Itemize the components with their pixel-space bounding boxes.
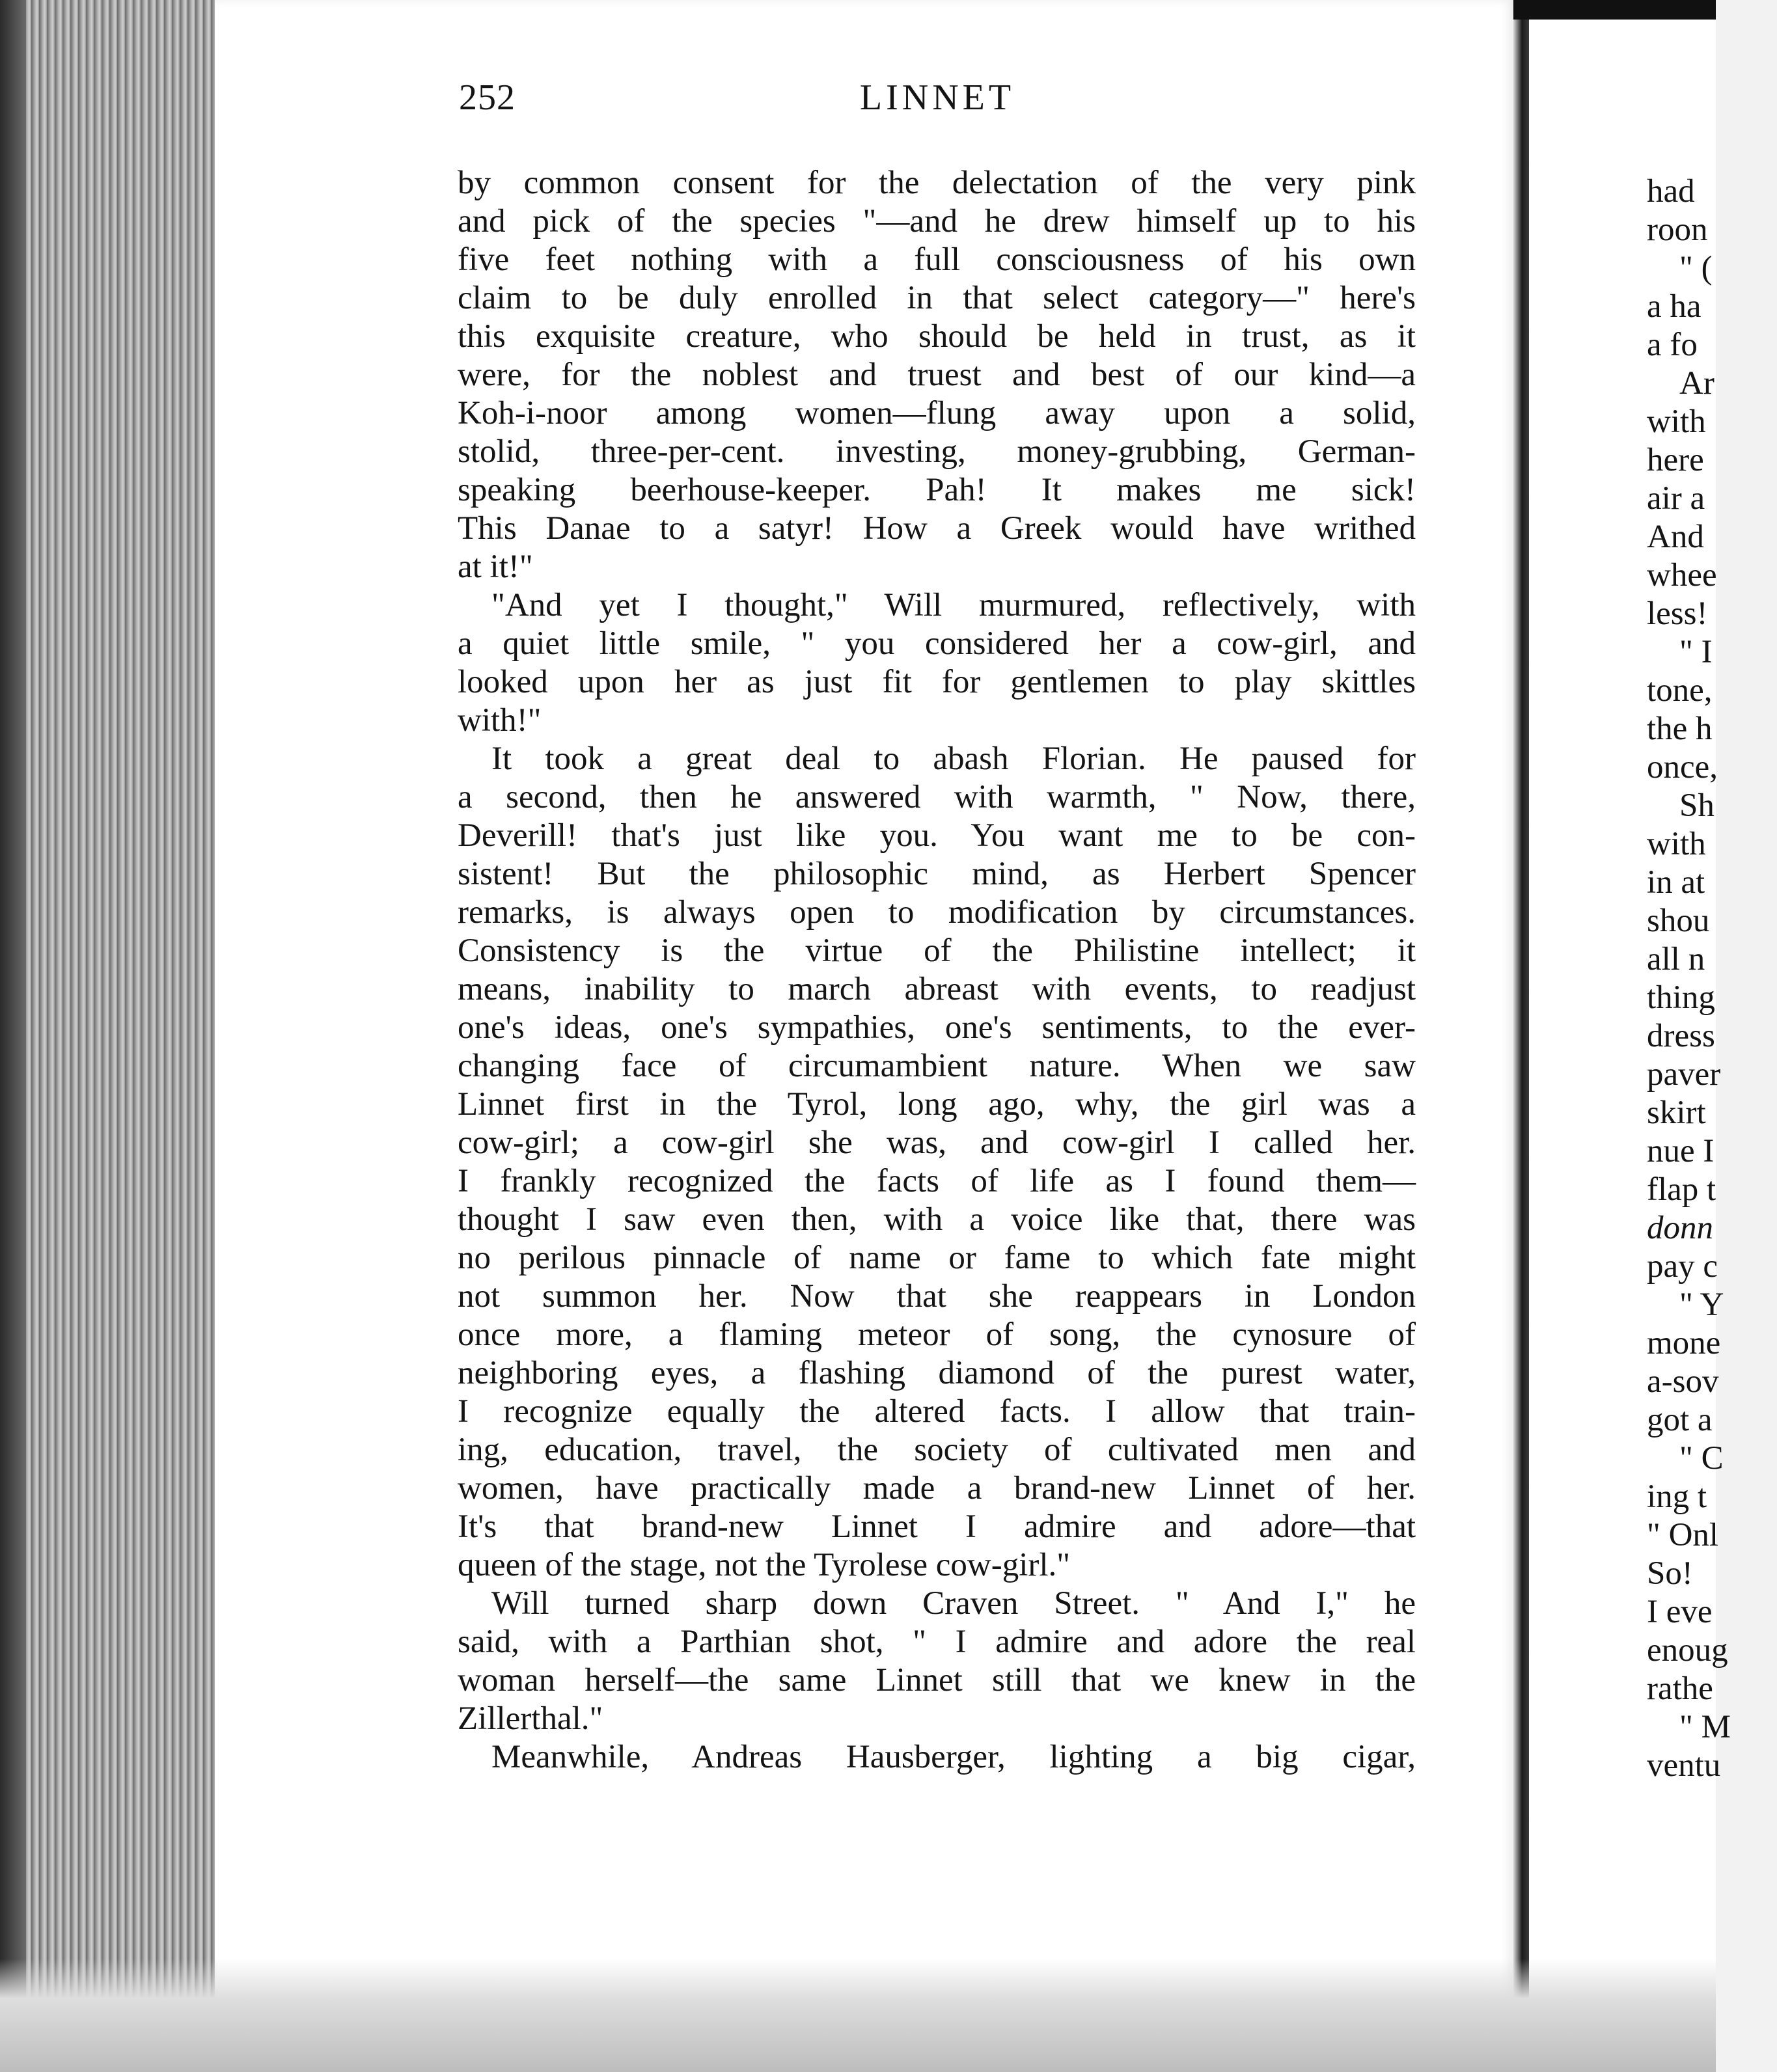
right-page-fragment: less!: [1647, 595, 1708, 632]
right-page-fragment: " I: [1679, 634, 1713, 670]
right-page-fragment: a fo: [1647, 327, 1698, 363]
text-line: and pick of the species "—and he drew himself up to his: [458, 203, 1416, 239]
text-line: Zillerthal.": [458, 1700, 603, 1737]
right-page-fragment: a ha: [1647, 288, 1701, 325]
right-page-fragment: had: [1647, 173, 1695, 210]
right-page-fragment: a-sov: [1647, 1363, 1719, 1400]
right-page-fragment: rathe: [1647, 1670, 1713, 1707]
text-line: at it!": [458, 549, 533, 585]
text-line: sistent! But the philosophic mind, as Herbert Spencer: [458, 856, 1416, 892]
text-line: Consistency is the virtue of the Philistine intellect; it: [458, 933, 1416, 969]
text-line: ing, education, travel, the society of cultivated men and: [458, 1432, 1416, 1468]
text-line: once more, a flaming meteor of song, the cynosure of: [458, 1316, 1416, 1353]
running-head: [459, 77, 1416, 135]
right-page-fragment: mone: [1647, 1325, 1721, 1361]
right-page-fragment: once,: [1647, 749, 1718, 785]
text-line: neighboring eyes, a flashing diamond of the purest water,: [458, 1355, 1416, 1391]
right-page-fragment: donn: [1647, 1210, 1713, 1246]
text-line: said, with a Parthian shot, " I admire and adore the real: [458, 1624, 1416, 1660]
text-line: no perilous pinnacle of name or fame to which fate might: [458, 1240, 1416, 1276]
right-page-fragment: Sh: [1679, 787, 1715, 824]
text-line: five feet nothing with a full consciousness of his own: [458, 241, 1416, 278]
right-page-fragment: " M: [1679, 1709, 1731, 1745]
text-line: a second, then he answered with warmth, " Now, there,: [458, 779, 1416, 815]
page-number: 252: [459, 77, 516, 118]
right-page-fragment: air a: [1647, 480, 1705, 517]
text-line: a quiet little smile, " you considered her a cow-girl, and: [458, 625, 1416, 662]
text-line: Meanwhile, Andreas Hausberger, lighting a big cigar,: [491, 1739, 1416, 1775]
text-line: Will turned sharp down Craven Street. " And I," he: [491, 1585, 1416, 1622]
right-page-fragment: tone,: [1647, 672, 1713, 709]
text-line: not summon her. Now that she reappears in London: [458, 1278, 1416, 1315]
right-page-fragment: dress: [1647, 1018, 1715, 1054]
text-line: I frankly recognized the facts of life as I found them—: [458, 1163, 1416, 1199]
right-page-fragment: thing: [1647, 979, 1715, 1016]
book-gutter: [1513, 0, 1529, 2072]
right-page-fragment: flap t: [1647, 1171, 1716, 1208]
text-line: This Danae to a satyr! How a Greek would have writhed: [458, 510, 1416, 547]
right-page-fragment: ing t: [1647, 1479, 1707, 1515]
bottom-page-shadow: [0, 1959, 1716, 2072]
text-line: stolid, three-per-cent. investing, money-grubbing, German-: [458, 433, 1416, 470]
text-line: Deverill! that's just like you. You want me to be con-: [458, 817, 1416, 854]
page-edges: [0, 0, 215, 2072]
text-line: this exquisite creature, who should be held in trust, as it: [458, 318, 1416, 355]
right-page-fragment: with: [1647, 403, 1706, 440]
text-line: speaking beerhouse-keeper. Pah! It makes me sick!: [458, 472, 1416, 508]
text-line: thought I saw even then, with a voice like that, there was: [458, 1201, 1416, 1238]
right-page-fragment: enoug: [1647, 1632, 1728, 1669]
gutter-top-shadow: [1513, 0, 1716, 20]
text-line: means, inability to march abreast with events, to readjust: [458, 971, 1416, 1007]
right-page-fragment: nue I: [1647, 1133, 1715, 1169]
right-page-fragment: pay c: [1647, 1248, 1718, 1285]
text-line: by common consent for the delectation of the very pink: [458, 165, 1416, 201]
right-page-fragment: paver: [1647, 1056, 1721, 1093]
right-page-fragment: all n: [1647, 941, 1705, 977]
text-line: women, have practically made a brand-new Linnet of her.: [458, 1470, 1416, 1506]
right-page-fragment: " (: [1679, 250, 1713, 286]
right-page-fragment: roon: [1647, 211, 1708, 248]
right-page-fragment: Ar: [1679, 365, 1715, 402]
body-text: [458, 164, 1416, 1777]
right-page-fragment: " Onl: [1647, 1517, 1719, 1553]
text-line: with!": [458, 702, 542, 739]
text-line: changing face of circumambient nature. When we saw: [458, 1048, 1416, 1084]
right-page-fragment: ventu: [1647, 1747, 1721, 1784]
right-page-fragment: the h: [1647, 711, 1713, 747]
text-line: It took a great deal to abash Florian. He paused for: [491, 741, 1416, 777]
right-page-fragment: So!: [1647, 1555, 1693, 1592]
text-line: remarks, is always open to modification by circumstances.: [458, 894, 1416, 931]
text-line: I recognize equally the altered facts. I allow that train-: [458, 1393, 1416, 1430]
running-title: LINNET: [859, 77, 1015, 118]
right-page-fragment: shou: [1647, 903, 1710, 939]
right-page-fragment: here: [1647, 442, 1704, 478]
right-page-fragment: got a: [1647, 1402, 1713, 1438]
text-line: woman herself—the same Linnet still that we knew in the: [458, 1662, 1416, 1698]
text-line: Linnet first in the Tyrol, long ago, why, the girl was a: [458, 1086, 1416, 1123]
right-page-fragment: in at: [1647, 864, 1705, 901]
right-page-fragment: skirt: [1647, 1095, 1706, 1131]
right-page-fragment: " C: [1679, 1440, 1724, 1477]
text-line: Koh-i-noor among women—flung away upon a solid,: [458, 395, 1416, 431]
text-line: looked upon her as just fit for gentlemen to play skittles: [458, 664, 1416, 700]
text-line: cow-girl; a cow-girl she was, and cow-girl I called her.: [458, 1125, 1416, 1161]
right-page-fragment: whee: [1647, 557, 1717, 593]
text-line: It's that brand-new Linnet I admire and adore—that: [458, 1508, 1416, 1545]
text-line: claim to be duly enrolled in that select category—" here's: [458, 280, 1416, 316]
right-page-fragment: " Y: [1679, 1287, 1724, 1323]
text-line: were, for the noblest and truest and best of our kind—a: [458, 357, 1416, 393]
right-page-fragment: with: [1647, 826, 1706, 862]
right-page-fragment: And: [1647, 519, 1704, 555]
right-page-fragment: I eve: [1647, 1594, 1713, 1630]
text-line: one's ideas, one's sympathies, one's sentiments, to the ever-: [458, 1009, 1416, 1046]
text-line: "And yet I thought," Will murmured, reflectively, with: [491, 587, 1416, 623]
text-line: queen of the stage, not the Tyrolese cow-girl.": [458, 1547, 1071, 1583]
